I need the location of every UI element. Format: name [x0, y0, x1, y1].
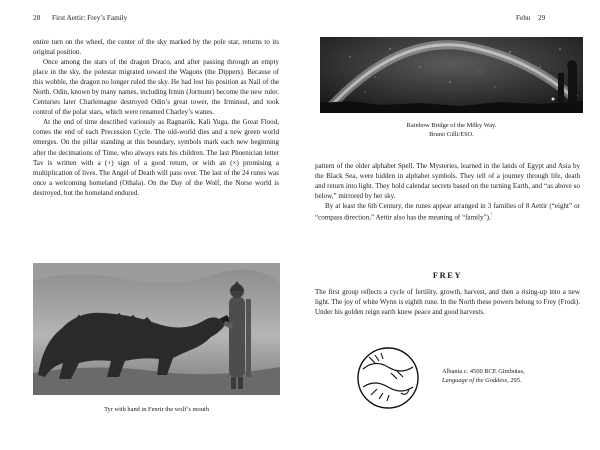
- frey-section-heading: FREY: [432, 271, 463, 280]
- tyr-figure-caption: Tyr with hand in Fenrir the wolf’s mouth: [104, 406, 209, 413]
- left-paragraph-3: At the end of time described variously as Ragnarök, Kali Yuga, the Great Flood, comes the end of each Precession Cycle. The old-world dies and a new green world emerges. On the pillar standing at this boundary, symbols mark each new beginning after the decimations of Time, who always eats his children. The last Phoenician letter Tav is written with a (+) sign of a good return, or with an (×) promising a multiplication of lives. The Angel of Death will pass over. The last of the 24 runes was once a welcoming homeland (Othala). On the Day of the Wolf, the Norse world is destroyed, but the homeland endured.: [33, 118, 279, 197]
- left-paragraph-2: Once among the stars of the dragon Draco, and after passing through an empty place in the sky, the polestar migrated toward the Wagons (the Dippers). Because of this wobble, the dragon no longer ruled the sky. He had lost his position as Nail of the North. Odin, known by many names, including Irmin (Jormunr) become the new ruler. Centuries later Charlemagne destroyed Odin’s great tower, the Irminsul, and took control of the polar stars, which were renamed Charley’s wanes.: [33, 58, 279, 117]
- right-page-number: 29: [538, 14, 546, 22]
- albania-caption-book: Language of the Goddess: [442, 376, 508, 384]
- tyr-fenrir-illustration: [33, 263, 280, 395]
- milky-way-drawing: [320, 37, 583, 113]
- albania-caption-page: , 295.: [507, 376, 522, 384]
- right-paragraph-2: [315, 201, 580, 222]
- milky-way-photo: [320, 37, 583, 113]
- milky-way-caption-line1: Rainbow Bridge of the Milky Way.: [406, 122, 497, 129]
- right-running-head: Fehu: [516, 14, 531, 22]
- left-paragraph-1: entire turn on the wheel, the center of the sky marked by the pole star, returns to its original position.: [33, 38, 279, 57]
- right-page: [300, 0, 600, 450]
- albania-symbol-figure: [355, 345, 421, 411]
- albania-symbol-drawing: [355, 345, 421, 411]
- left-running-head: First Aettir: Frey’s Family: [52, 14, 128, 22]
- footnote-marker: ¹: [490, 213, 493, 219]
- right-body-text: [315, 161, 580, 223]
- frey-body-text: [315, 287, 580, 317]
- tyr-fenrir-drawing: [33, 263, 280, 395]
- milky-way-caption: [320, 122, 583, 139]
- albania-caption-line1: Albania c. 4500 BCE Gimbutas,: [442, 368, 525, 375]
- right-paragraph-2-text: By at least the 6th Century, the runes appear arranged in 3 families of 8 Aettir (“eight” or “compass direction,” Aettir also has the meaning of “family”).: [315, 202, 580, 222]
- left-page-number: 28: [33, 14, 41, 22]
- albania-caption: [442, 368, 562, 386]
- albania-caption-line2: [442, 377, 562, 386]
- left-body-text: [33, 37, 279, 198]
- frey-paragraph: The first group reflects a cycle of fertility, growth, harvest, and then a rising-up into a new light. The joy of white Wynn is eighth rune. In the North these powers belong to Frey (Frodi). Under his golden reign earth knew peace and good harvests.: [315, 288, 580, 317]
- milky-way-caption-line2: Bruno Gilli/ESO.: [429, 130, 474, 138]
- right-paragraph-1: pattern of the older alphabet Spell. The Mysteries, learned in the lands of Egypt and Asia by the Black Sea, were hidden in alphabet symbols. They tell of a journey through life, death and return into light. They hold calendar secrets based on the turning Earth, and “as above so below,” mirrored by her sky.: [315, 162, 580, 201]
